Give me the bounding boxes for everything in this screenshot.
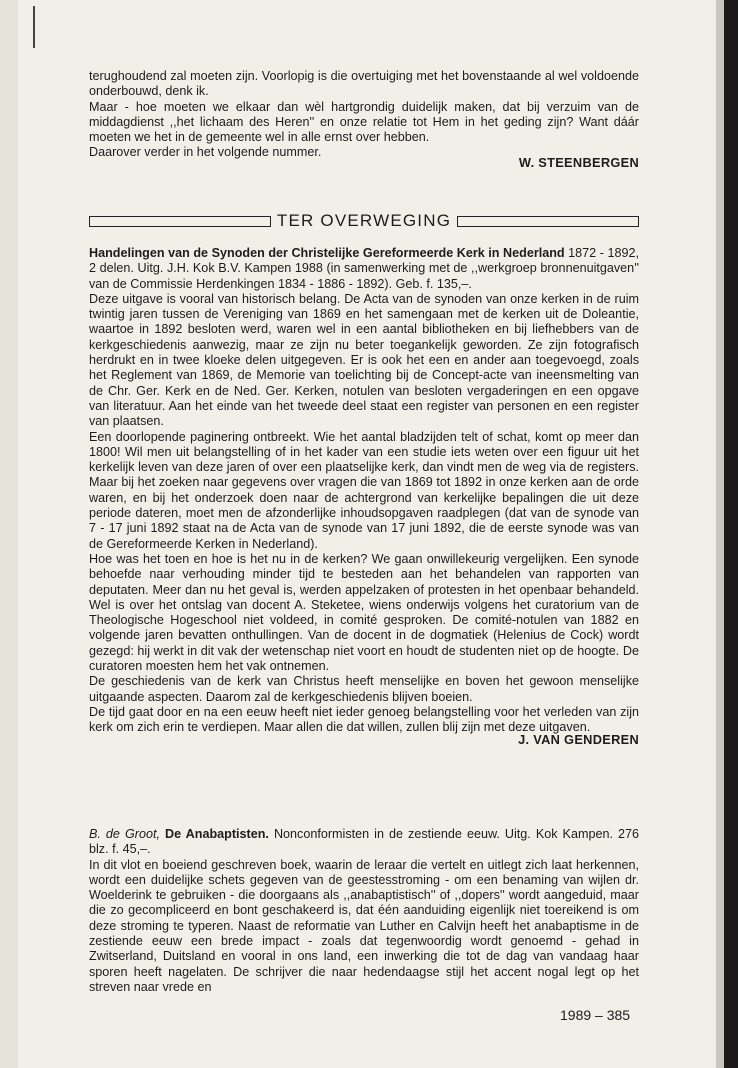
scan-edge-mark: [33, 6, 35, 48]
review-details: 1872 - 1892, 2 delen. Uitg. J.H. Kok B.V. Kampen 1988 (in samenwerking met de ,,werkgroep bronnenuitgaven'' van de Commissie Herdenkingen 1834 - 1886 - 1892). Geb. f. 135,–.: [89, 246, 639, 291]
signature-van-genderen: J. VAN GENDEREN: [518, 731, 639, 747]
review-anabaptisten: [89, 827, 639, 995]
review-paragraph: Deze uitgave is vooral van historisch belang. De Acta van de synoden van onze kerken in de ruim twintig jaren tussen de Vereniging van 1869 en het samengaan met de kerken uit de Doleantie, waartoe in 1892 besloten werd, waren wel in een aantal bibliotheken en bij liefhebbers van de kerkgeschiedenis aanwezig, maar ze zijn nu beter toegankelijk geworden. Ze zijn fotografisch herdrukt en in twee kloeke delen uitgegeven. Er is ook het een en ander aan toegevoegd, zoals het Reglement van 1869, de Memorie van toelichting bij de Concept-acte van ineensmelting van de Chr. Ger. Kerk en de Ned. Ger. Kerken, notulen van besloten vergaderingen en een opgave van literatuur. Aan het einde van het tweede deel staat een register van personen en een register van plaatsen.: [89, 291, 639, 429]
review-paragraph: De geschiedenis van de kerk van Christus heeft menselijke en boven het gewoon menselijke uitgaande aspecten. Daarom zal de kerkgeschiedenis blijven boeien.: [89, 674, 639, 704]
review-header: [89, 827, 639, 858]
review-author: B. de Groot,: [89, 827, 160, 841]
intro-paragraph: terughoudend zal moeten zijn. Voorlopig is die overtuiging met het bovenstaande al wel voldoende onderbouwd, denk ik.: [89, 69, 639, 99]
intro-paragraph: Maar - hoe moeten we elkaar dan wèl hartgrondig duidelijk maken, dat bij verzuim van de middagdienst ,,het lichaam des Heren'' en onze relatie tot Hem in het geding zijn? Want dáár moeten we het in de gemeente wel in alle ernst over hebben.: [89, 99, 639, 145]
section-heading: [89, 210, 639, 232]
heading-bar-left: [89, 216, 271, 227]
signature-steenbergen: W. STEENBERGEN: [518, 154, 639, 170]
review-paragraph: In dit vlot en boeiend geschreven boek, waarin de leraar die vertelt en uitlegt zich laat herkennen, wordt een duidelijke schets gegeven van de geestesstroming - om een benaming van wijlen dr. Woelderink te gebruiken - die doorgaans als ,,anabaptistisch'' of ,,dopers'' wordt aangeduid, maar die zo gecompliceerd en bont geschakeerd is, dat één aanduiding eigenlijk niet toereikend is om deze stroming te typeren. Naast de reformatie van Luther en Calvijn heeft het anabaptisme in de zestiende eeuw een brede impact - zoals dat tegenwoordig wordt genoemd - gehad in Zwitserland, Duitsland en vooral in ons land, een inwerking die tot de dag van vandaag haar sporen heeft nagelaten. De schrijver die naar hedendaagse stijl het accent nogal legt op het streven naar vrede en: [89, 857, 639, 994]
review-title: Handelingen van de Synoden der Christelijke Gereformeerde Kerk in Nederland: [89, 246, 565, 260]
heading-bar-right: [457, 216, 639, 227]
review-paragraph: Hoe was het toen en hoe is het nu in de kerken? We gaan onwillekeurig vergelijken. Een synode behoefde naar verhouding minder tijd te besteden aan het behandelen van rapporten van deputaten. Meer dan nu het geval is, werden appelzaken of protesten in het openbaar behandeld. Wel is over het ontslag van docent A. Steketee, wiens onderwijs volgens het curatorium van de Theologische Hogeschool niet voldeed, in comité gesproken. De comité-notulen van 1882 en volgende jaren bevatten onthullingen. Van de docent in de dogmatiek (Helenius de Cock) wordt gezegd: hij werkt in dit vak der wetenschap niet voort en houdt de studenten niet op de hoogte. De curatoren moesten hem het vak ontnemen.: [89, 551, 639, 674]
review-synoden: [89, 246, 639, 747]
review-paragraph: Een doorlopende paginering ontbreekt. Wie het aantal bladzijden telt of schat, komt op meer dan 1800! Wil men uit belangstelling of in het kader van een studie iets weten over een figuur uit het kerkelijk leven van deze jaren of over een plaatselijke kerk, dan vindt men de weg via de registers. Maar bij het zoeken naar gegevens over vragen die van 1869 tot 1892 in onze kerken aan de orde waren, en bij het onderzoek doen naar de achtergrond van kerkelijke bepalingen die uit deze periode dateren, moet men de afzonderlijke inhoudsopgaven raadplegen (dat van de synode van 7 - 17 juni 1892 staat na de Acta van de synode van 17 juni 1892, die de eerste synode was van de Gereformeerde Kerken in Nederland).: [89, 429, 639, 551]
section-title: TER OVERWEGING: [276, 211, 452, 230]
review-paragraph: De tijd gaat door en na een eeuw heeft niet ieder genoeg belangstelling voor het verleden van zijn kerk om zich erin te verdiepen. Maar allen die dat willen, zullen blij zijn met deze uitgaven.: [89, 704, 639, 735]
review-header: [89, 246, 639, 292]
intro-section: [89, 69, 639, 170]
intro-paragraph: Daarover verder in het volgende nummer.: [89, 145, 322, 160]
scan-page-edge: [716, 0, 724, 1068]
scan-right-border: [724, 0, 738, 1068]
review-details: Nonconformisten in de zestiende eeuw. Uitg. Kok Kampen. 276 blz. f. 45,–.: [89, 827, 639, 857]
scan-left-margin: [0, 0, 18, 1068]
review-title: De Anabaptisten.: [159, 827, 269, 841]
page-number: 1989 – 385: [560, 1007, 631, 1023]
